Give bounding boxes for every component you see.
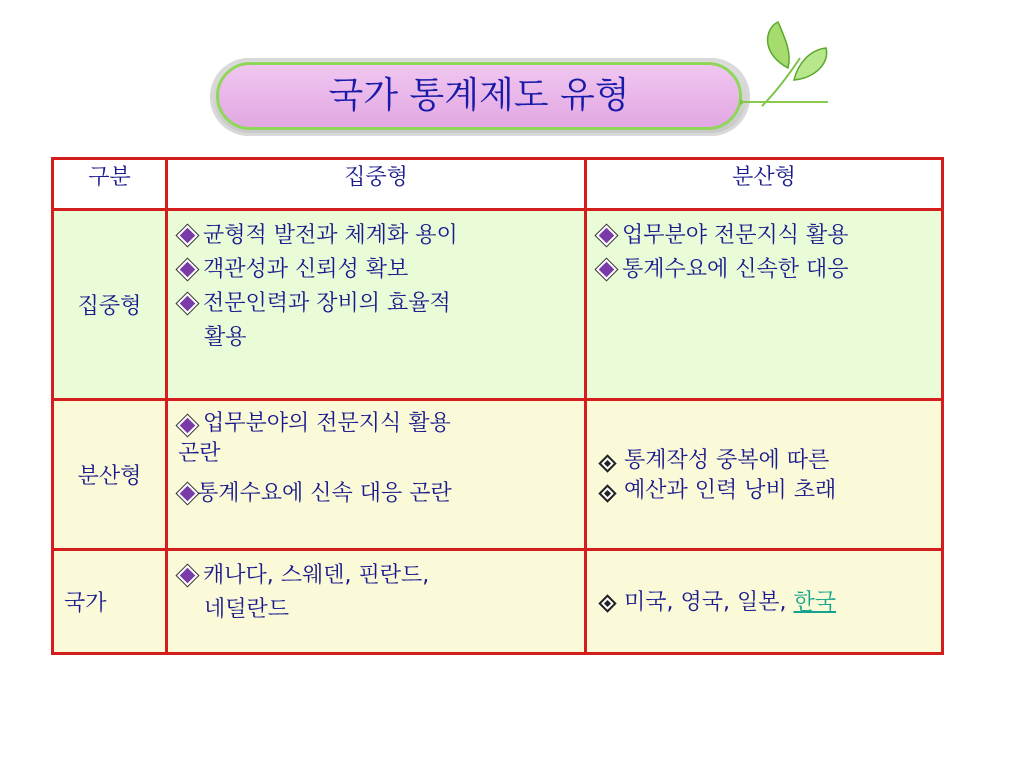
diamond-outline-bullet-icon <box>598 594 616 612</box>
row-label-decentralized: 분산형 <box>53 400 167 550</box>
list-item: 업무분야의 전문지식 활용 <box>178 409 576 439</box>
list-item: 통계수요에 신속 대응 곤란 <box>178 477 576 511</box>
diamond-bullet-icon <box>180 296 196 312</box>
row-label-country: 국가 <box>53 550 167 654</box>
list-item: 통계작성 중복에 따른 <box>597 446 933 476</box>
list-item: 미국, 영국, 일본, 한국 <box>597 586 933 620</box>
list-item: 캐나다, 스웨덴, 핀란드, <box>178 559 576 593</box>
cell-decentralized-centralized <box>167 400 586 550</box>
list-item: 객관성과 신뢰성 확보 <box>178 253 576 287</box>
cell-decentralized-decentralized <box>586 400 943 550</box>
table-row <box>53 210 943 400</box>
diamond-bullet-icon <box>599 228 615 244</box>
list-item: 업무분야 전문지식 활용 <box>597 219 933 253</box>
diamond-bullet-icon <box>599 262 615 278</box>
list-item: 통계수요에 신속한 대응 <box>597 253 933 287</box>
table-row <box>53 550 943 654</box>
list-item: 예산과 인력 낭비 초래 <box>597 476 933 506</box>
statistics-system-table <box>51 157 944 655</box>
list-item-continuation: 활용 <box>204 325 247 350</box>
diamond-bullet-icon <box>180 228 196 244</box>
cell-country-centralized <box>167 550 586 654</box>
list-item-continuation: 곤란 <box>178 441 221 466</box>
leaf-decoration-icon <box>740 18 840 118</box>
diamond-outline-bullet-icon <box>598 454 616 472</box>
table-header-row <box>53 159 943 210</box>
korea-link[interactable]: 한국 <box>793 589 836 615</box>
header-decentralized: 분산형 <box>586 159 943 210</box>
diamond-bullet-icon <box>180 568 196 584</box>
header-centralized: 집중형 <box>167 159 586 210</box>
slide-title: 국가 통계제도 유형 <box>328 75 630 116</box>
header-category: 구분 <box>53 159 167 210</box>
cell-centralized-decentralized <box>586 210 943 400</box>
list-item: 전문인력과 장비의 효율적 <box>178 287 576 321</box>
list-item-continuation: 네덜란드 <box>204 597 290 622</box>
cell-centralized-centralized <box>167 210 586 400</box>
diamond-bullet-icon <box>180 262 196 278</box>
cell-country-decentralized <box>586 550 943 654</box>
row-label-centralized: 집중형 <box>53 210 167 400</box>
table-row <box>53 400 943 550</box>
list-item: 균형적 발전과 체계화 용이 <box>178 219 576 253</box>
diamond-outline-bullet-icon <box>598 484 616 502</box>
diamond-bullet-icon <box>180 418 196 434</box>
diamond-bullet-icon <box>180 486 196 502</box>
